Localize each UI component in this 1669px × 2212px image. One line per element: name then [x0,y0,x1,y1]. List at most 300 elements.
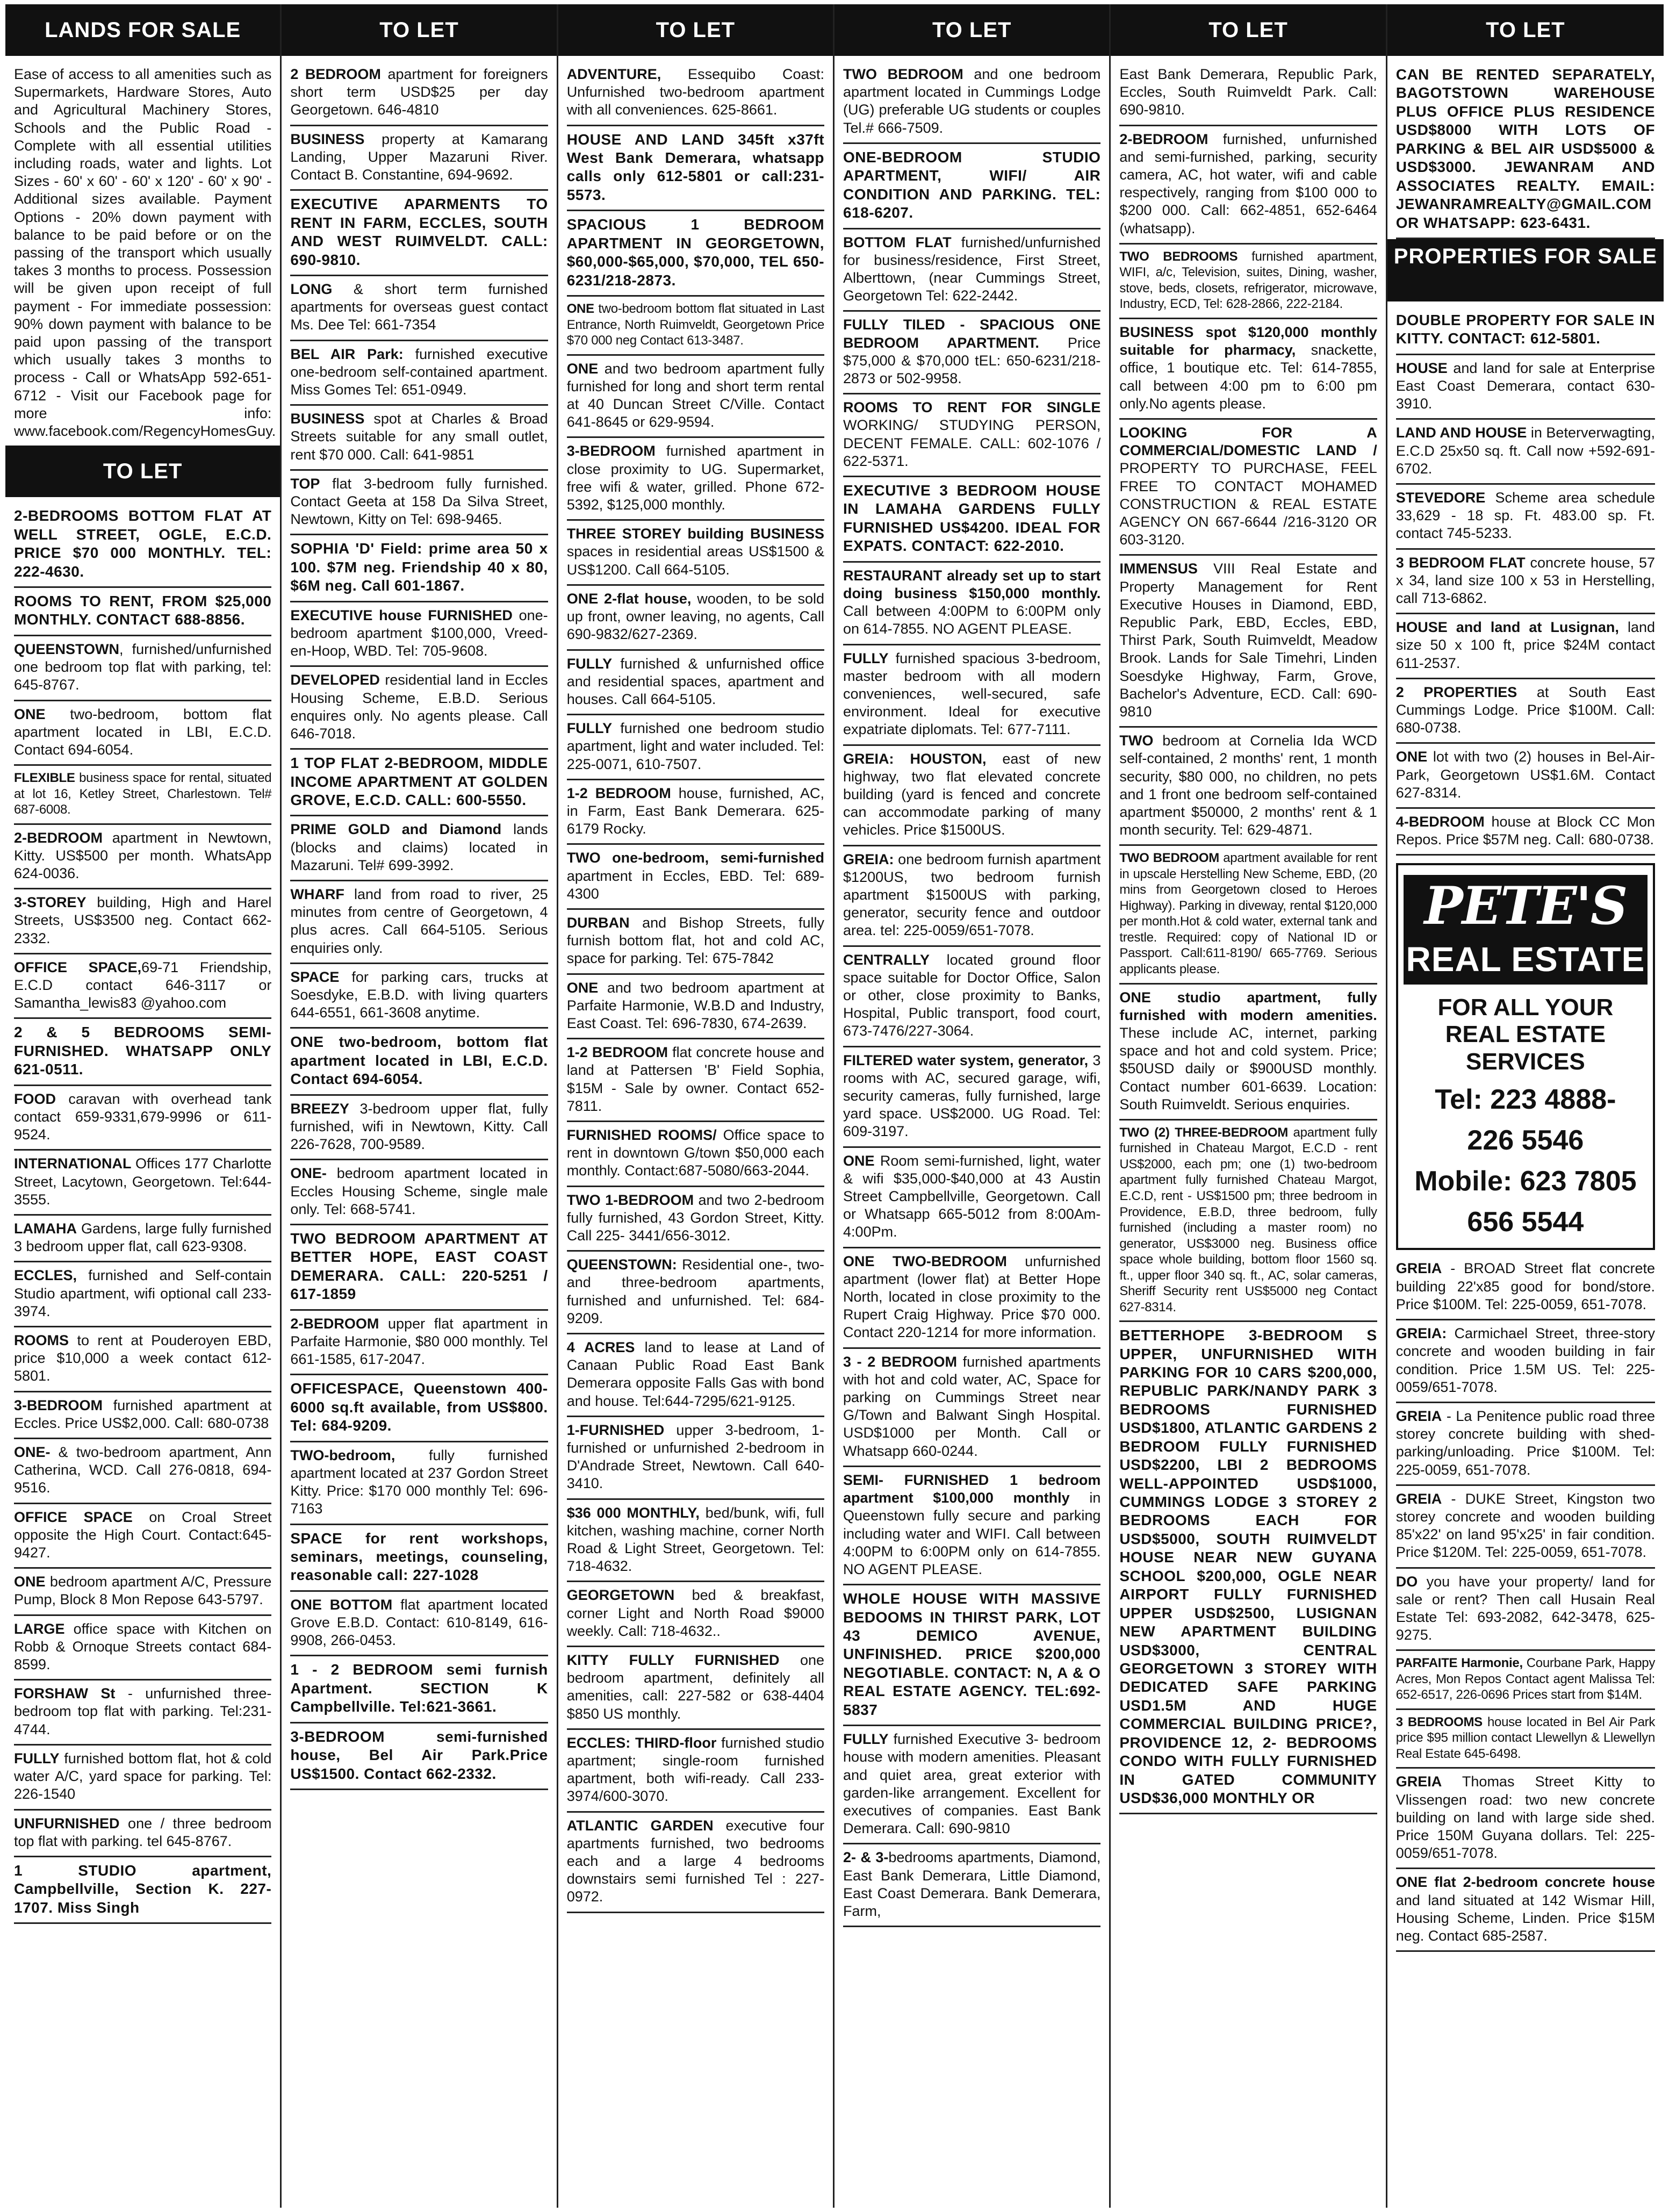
ad-text: and two 2-bedroom fully furnished, 43 Gordon Street, Kitty. Call 225- 3441/656-3012. [566,1191,825,1244]
ad-lead: BUSINESS [290,131,365,147]
classified-ad [843,312,1100,394]
ad-text: upper 3-bedroom, 1-furnished or unfurnished 2-bedroom in D'Andrade Street, Newtown. Call 640-3410. [566,1421,825,1492]
ad-lead: OFFICE SPACE [14,1509,133,1525]
ad-lead: 3 - 2 BEDROOM [843,1353,957,1370]
ad-text: you have your property/ land for sale or rent? Then call Husain Real Estate Tel: 693-2082, 642-3478, 625-9275. [1395,1573,1656,1643]
classified-ad [567,1122,824,1187]
ad-text: 3-bedroom upper flat, fully furnished, wifi in Newtown, Kitty. Call 226-7628, 700-9589. [290,1100,548,1153]
ad-text: furnished Executive 3- bedroom house with modern amenities. Pleasant and quiet area, great exterior with garden-like arrangement. Excellent for executives of companies. East Bank Demerara. Call: 690-9810 [843,1731,1101,1837]
classified-ad [290,1225,548,1311]
classified-ad [567,1647,824,1730]
ad-text: on Croal Street opposite the High Court. Contact:645-9427. [14,1509,272,1561]
classified-ad [14,1019,271,1086]
classified-ad [14,1746,271,1811]
classified-ad [567,586,824,651]
classified-ad [290,881,548,964]
classified-ad [567,845,824,910]
ad-lead: SEMI- FURNISHED 1 bedroom apartment $100,000 monthly [843,1471,1101,1506]
classified-ad [1119,61,1377,126]
ad-lead: EXECUTIVE APARMENTS TO RENT IN FARM, ECCLES, SOUTH AND WEST RUIMVELDT. CALL: 690-9810. [290,196,548,268]
ad-lead: ONE- [14,1444,51,1461]
ad-text: These include AC, internet, parking space and hot and cold system. Price; $50USD daily or $900USD monthly. Contact number 601-6639. Location: South Ruimveldt. Serious enquiries. [1119,1024,1377,1112]
ad-text: furnished spacious 3-bedroom, master bedroom with all modern conveniences, well-secured, safe environment. Ideal for executive expatriate diplomats. Tel: 677-7111. [843,650,1101,738]
classified-ad [290,1723,548,1790]
ad-lead: 3 BEDROOMS [1395,1714,1483,1729]
ad-lead: INTERNATIONAL [14,1155,132,1172]
logo-name: PETE'S [1424,875,1627,936]
ad-lead: GEORGETOWN [566,1587,675,1604]
ad-lead: 3 BEDROOM FLAT [1395,554,1526,571]
ad-lead: TWO BEDROOM [1119,851,1219,866]
ad-lead: HOUSE [1395,360,1448,376]
classified-ad [290,1442,548,1525]
classified-ad [567,126,824,212]
ad-text: and one bedroom apartment located in Cummings Lodge (UG) preferable UG students or couples Tel.# 666-7509. [843,66,1101,136]
classified-ad [1119,245,1377,319]
ad-lead: ONE [566,979,599,996]
ad-lead: FULLY TILED - SPACIOUS ONE BEDROOM APARTMENT. [843,317,1101,351]
classified-ad [14,502,271,588]
ad-lead: ADVENTURE, [566,66,661,82]
classified-ad [843,1844,1100,1927]
ad-lead: PRIME GOLD and Diamond [290,821,502,838]
ad-lead: ECCLES, [14,1267,77,1284]
classified-ad [290,1656,548,1723]
classified-ad [843,1726,1100,1844]
classified-ad [843,477,1100,563]
ad-lead: ROOMS TO RENT, FROM $25,000 MONTHLY. CONTACT 688-8856. [14,593,272,628]
ad-lead: FULLY [566,655,613,672]
ad-text: one bedroom apartment, definitely all amenities, call: 227-582 or 638-4404 $850 US monthly. [566,1652,825,1722]
ad-lead: TWO BEDROOM [843,66,963,82]
ad-text: Courbane Park, Happy Acres, Mon Repos Contact agent Malissa Tel: 652-6517, 226-0696 Prices start from $14M. [1395,1656,1656,1703]
ad-text: snackette, office, 1 boutique etc. Tel: 614-7855, call between 4:00 pm to 6:00 pm only.No agents please. [1119,342,1377,412]
ad-lead: IMMENSUS [1119,561,1198,577]
ad-text: bedrooms apartments, Diamond, East Bank Demerara, Little Diamond, East Coast Demerara. Bank Demerara, Farm, [843,1849,1101,1919]
ad-text: and two bedroom apartment at Parfaite Harmonie, W.B.D and Industry, East Coast. Tel: 696-7830, 674-2639. [566,979,825,1031]
classified-ad [567,356,824,439]
classified-ad [567,1334,824,1417]
column-5 [1111,4,1387,2208]
ad-text: Room semi-furnished, light, water & wifi $35,000-$40,000 at 43 Austin Street Campbellville, Georgetown. Call or Whatsapp 665-5012 from 8:00Am-4:00Pm. [843,1152,1101,1240]
classified-ad [567,1417,824,1500]
ad-text: house, furnished, AC, in Farm, East Bank Demerara. 625-6179 Rocky. [566,785,825,837]
logo-tagline: FOR ALL YOUR REAL ESTATE SERVICES [1437,994,1614,1075]
ad-lead: DOUBLE PROPERTY FOR SALE IN KITTY. CONTACT: 612-5801. [1395,311,1656,347]
ad-lead: ROOMS TO RENT FOR SINGLE [843,399,1101,416]
classified-ad [843,1349,1100,1467]
classified-ad [843,394,1100,477]
classified-ad [14,1811,271,1857]
logo-phone-line: 226 5546 [1467,1125,1584,1157]
ad-lead: FULLY [843,1731,889,1748]
ad-text: Essequibo Coast: Unfurnished two-bedroom apartment with all conveniences. 625-8661. [566,66,825,118]
ad-lead: SPACE for rent workshops, seminars, meetings, counseling, reasonable call: 227-1028 [290,1529,548,1584]
ad-text: caravan with overhead tank contact 659-9331,679-9996 or 611-9524. [14,1090,272,1143]
ad-text: land to lease at Land of Canaan Public Road East Bank Demerara opposite Falls Gas with bond and house. Tel:644-7295/621-9125. [566,1339,825,1409]
classified-ad [290,1375,548,1442]
classified-ad [1119,319,1377,420]
ad-text: PROPERTY TO PURCHASE, FEEL FREE TO CONTACT MOHAMED CONSTRUCTION & REAL ESTATE AGENCY ON 667-6644 /216-3120 OR 603-3120. [1119,460,1377,548]
ad-text: and two bedroom apartment fully furnished for long and short term rental at 40 Duncan Street C/Ville. Contact 641-8645 or 629-9594. [566,360,825,430]
ad-text: & two-bedroom apartment, Ann Catherina, WCD. Call 276-0818, 694-9516. [14,1444,272,1496]
ad-text: Ease of access to all amenities such as Supermarkets, Hardware Stores, Auto and Agricultural Machinery Stores, Schools and the Public Road - Complete with all essential utilities including roads, water and lights. Lot Sizes - 60' x 60' - 60' x 120' - 60' x 90' - Additional sizes available. Payment Options - 20% down payment with balance to be paid before or on the passing of the transport which usually takes 3 months to process. Possession will be given upon receipt of full payment - For immediate possession: 90% down payment with balance to be paid upon passing of the transport which usually takes 3 months to process - Call or WhatsApp 592-651-6712 - Visit our Facebook page for more info: www.facebook.com/RegencyHomesGuy. [14,66,276,440]
ad-lead: FOOD [14,1090,56,1107]
ad-lead: ONE- [290,1165,327,1182]
classified-ad [567,975,824,1040]
section-header: TO LET [1111,4,1385,56]
classified-ad [290,1160,548,1225]
ad-lead: 2-BEDROOM [1119,131,1208,147]
classified-ad [14,954,271,1019]
ad-text: furnished, unfurnished and semi-furnished, parking, security camera, AC, hot water, wifi and cable respectively, ranging from $100 000 to $200 000. Call: 662-4851, 652-6464 (whatsapp). [1119,131,1377,236]
classified-ad [843,1585,1100,1726]
ad-text: bedroom at Cornelia Ida WCD self-contained, 2 months' rent, 1 month security, $80 000, no children, no pets and 1 front one bedroom self-contained apartment $50000, 2 months' rent & 1 month security. Tel: 629-4871. [1119,732,1377,838]
ad-lead: BETTERHOPE 3-BEDROOM S UPPER, UNFURNISHED WITH PARKING FOR 10 CARS $200,000, REPUBLIC PARK/NANDY PARK 3 BEDROOMS FURNISHED USD$1800, ATLANTIC GARDENS 2 BEDROOM FULLY FURNISHED USD$2200, LBI 2 BEDROOMS WELL-APPOINTED USD$1000, CUMMINGS LODGE 3 STOREY 2 BEDROOMS EACH FOR USD$5000, SOUTH RUIMVELDT HOUSE NEAR NEW GUYANA SCHOOL $200,000, OGLE NEAR AIRPORT FULLY FURNISHED UPPER USD$2500, LUSIGNAN NEW APARTMENT BUILDING USD$3000, CENTRAL GEORGETOWN 3 STOREY WITH DEDICATED SAFE PARKING USD1.5M AND HUGE COMMERCIAL BUILDING PRICE?, PROVIDENCE 12, 2- BEDROOMS CONDO WITH FULLY FURNISHED IN GATED COMMUNITY USD$36,000 MONTHLY OR [1119,1327,1377,1807]
ad-lead: 3-BEDROOM semi-furnished house, Bel Air Park.Price US$1500. Contact 662-2332. [290,1728,548,1782]
classified-ad [14,1216,271,1262]
ad-lead: LAMAHA [14,1220,77,1237]
ad-lead: DURBAN [566,914,630,931]
ad-lead: GREIA [1395,1407,1442,1424]
ad-text: lot with two (2) houses in Bel-Air-Park, Georgetown US$1.6M. Contact 627-8314. [1395,749,1656,801]
classified-ad [843,846,1100,947]
section-header: TO LET [558,4,833,56]
ad-text: furnished studio apartment; single-room furnished apartment, both wifi-ready. Call 233-3974/600-3070. [566,1734,825,1805]
ad-lead: OFFICE SPACE, [14,959,142,975]
classified-ad [1396,1569,1655,1651]
ad-lead: RESTAURANT already set up to start doing business $150,000 monthly. [843,567,1101,601]
ad-lead: OFFICESPACE, Queenstown 400-6000 sq.ft available, from US$800. Tel: 684-9209. [290,1380,548,1434]
ad-text: land size 50 x 100 ft, price $24M contact 611-2537. [1395,619,1656,671]
logo-phone-line: Tel: 223 4888- [1435,1084,1616,1116]
ad-text: located ground floor space suitable for Doctor Office, Salon or other, close proximity to Banks, Hospital, Public transport, food court, 673-7476/227-3064. [843,951,1101,1039]
column-4 [834,4,1111,2208]
ad-lead: TWO BEDROOMS [1119,249,1238,264]
ad-lead: GREIA: [843,851,894,867]
ad-text: lands (blocks and claims) located in Mazaruni. Tel# 699-3992. [290,821,548,873]
ad-text: fully furnished apartment located at 237 Gordon Street Kitty. Price: $170 000 monthly Tel: 696-7163 [290,1447,548,1517]
classified-ad [1119,420,1377,556]
ad-lead: CAN BE RENTED SEPARATELY, BAGOTSTOWN WAREHOUSE PLUS OFFICE PLUS RESIDENCE USD$8000 WITH LOTS OF PARKING & BEL AIR USD$5000 & USD$3000. JEWANRAM AND ASSOCIATES REALTY. EMAIL: JEWANRAMREALTY@GMAIL.COM OR WHATSAPP: 623-6431. [1395,66,1656,231]
ad-text: in Queenstown fully secure and parking including water and WIFI. Call between 4:00PM to 6:00PM only on 614-7855. NO AGENT PLEASE. [843,1490,1101,1577]
ad-text: apartment in Eccles, EBD. Tel: 689-4300 [566,867,825,902]
classified-ad [843,645,1100,746]
ad-lead: FURNISHED ROOMS/ [566,1126,717,1143]
classified-ad [1396,1320,1655,1403]
ad-lead: 3-BEDROOM [14,1397,103,1413]
classified-ad [567,521,824,586]
ad-text: 69-71 Friendship, E.C.D contact 646-3117 or Samantha_lewis83 @yahoo.com [14,959,272,1011]
ad-lead: 2-BEDROOMS BOTTOM FLAT AT WELL STREET, OGLE, E.C.D. PRICE $70 000 MONTHLY. TEL: 222-4630. [14,507,272,580]
classified-ad [14,1504,271,1569]
ad-text: Gardens, large fully furnished 3 bedroom upper flat, call 623-9308. [14,1220,272,1255]
classified-ad [290,61,548,126]
classified-ad [843,746,1100,846]
ad-text: - DUKE Street, Kingston two storey concrete and wooden building 85'x22' on land 95'x25' in fair condition. Price $120M. Tel: 225-0059, 651-7078. [1395,1490,1656,1561]
ad-lead: LONG [290,281,333,297]
ad-lead: QUEENSTOWN: [566,1256,677,1273]
classified-ad [290,126,548,191]
ad-lead: ONE [566,301,594,317]
ad-lead: BUSINESS spot $120,000 monthly suitable for pharmacy, [1119,324,1377,358]
section-header: TO LET [282,4,556,56]
classified-ad [1396,679,1655,744]
ad-lead: ONE [14,706,46,722]
logo-phone-line: Mobile: 623 7805 [1414,1165,1637,1197]
ad-text: furnished apartments with hot and cold water, AC, Space for parking on Cummings Street near G/Town and Balwant Singh Hospital. USD$1000 per Month. Call or Whatsapp 660-0244. [843,1353,1101,1459]
ad-lead: BEL AIR Park: [290,346,404,362]
classified-ad [290,406,548,471]
ad-text: concrete house, 57 x 34, land size 100 x 53 in Herstelling, call 713-6862. [1395,554,1656,607]
classified-ad [567,1252,824,1334]
ad-lead: EXECUTIVE house FURNISHED [290,607,513,623]
ad-lead: ONE BOTTOM [290,1596,393,1613]
classified-ad [843,563,1100,645]
ad-lead: 2 BEDROOM [290,66,381,82]
ad-text: flat apartment located Grove E.B.D. Contact: 610-8149, 616-9908, 266-0453. [290,1596,548,1649]
classified-ad [843,61,1100,144]
ad-text: in Beterverwagting, E.C.D 25x50 sq. ft. Call now +592-691-6702. [1395,425,1656,477]
ad-text: , furnished/unfurnished one bedroom top flat with parking, tel: 645-8767. [14,641,272,693]
ad-text: land from road to river, 25 minutes from centre of Georgetown, 4 plus acres. Call 664-5105. Serious enquiries only. [290,886,548,956]
classified-ad [1119,1121,1377,1322]
classified-ad [1119,985,1377,1121]
ad-lead: PARFAITE Harmonie, [1395,1656,1523,1671]
ad-lead: 3-STOREY [14,894,87,911]
classified-ad [14,588,271,636]
ad-text: Offices 177 Charlotte Street, Lacytown, Georgetown. Tel:644-3555. [14,1155,272,1208]
ad-text: apartment for foreigners short term USD$25 per day Georgetown. 646-4810 [290,66,548,118]
ad-lead: GREIA [1395,1260,1442,1277]
ad-lead: ROOMS [14,1332,69,1349]
section-header: TO LET [1387,4,1664,56]
classified-ad [567,61,824,126]
column-1 [5,4,282,2208]
ad-text: furnished bottom flat, hot & cold water A/C, yard space for parking. Tel: 226-1540 [14,1750,272,1802]
classified-ad [1396,485,1655,550]
classified-ad [843,947,1100,1047]
classified-ad [1119,556,1377,728]
classified-ad [14,889,271,954]
ad-lead: GREIA [1395,1490,1442,1507]
classified-ad [843,229,1100,312]
ad-text: bed/bunk, wifi, full kitchen, washing machine, corner North Road & Light Street, Georgetown. Tel: 718-4632. [566,1504,825,1575]
ad-text: flat concrete house and land at Pattersen 'B' Field Sophia, $15M - Sale by owner. Contact 652-7811. [566,1044,825,1114]
ad-lead: FULLY [14,1750,60,1766]
ad-lead: LAND AND HOUSE [1395,425,1527,441]
ad-lead: WHARF [290,886,344,903]
ad-text: furnished apartment in close proximity to UG. Supermarket, free wifi & water, grilled. Phone 672-5392, $125,000 monthly. [566,443,825,513]
petes-logo [1404,875,1648,984]
ad-text: apartment available for rent in upscale Herstelling New Scheme, EBD, (20 mins from Georgetown closed to Heroes Highway). Parking in diveway, rental $120,000 per month.Hot & cold water, external tank and trestle. Required: copy of National ID or Passport. Call:611-8190/ 665-7769. Serious applicants please. [1119,851,1377,976]
ad-text: Office space to rent in downtown G/town $50,000 each monthly. Contact:687-5080/663-2044. [566,1126,825,1179]
ad-text: and Bishop Streets, fully furnish bottom flat, hot and cold AC, space for parking. Tel: 675-7842 [566,914,825,967]
classified-ad [1396,809,1655,856]
ad-lead: ONE-BEDROOM STUDIO APARTMENT, WIFI/ AIR CONDITION AND PARKING. TEL: 618-6207. [843,148,1101,221]
classified-ad [14,1439,271,1504]
ad-text: two-bedroom, bottom flat apartment located in LBI, E.C.D. Contact 694-6054. [14,706,272,758]
ad-text: 3 rooms with AC, secured garage, wifi, security cameras, fully furnished, large yard space. US$2000. UG Road. Tel: 609-3197. [843,1052,1101,1140]
classified-ad [567,211,824,297]
classified-ad [14,766,271,825]
logo-subtitle: REAL ESTATE [1406,940,1645,979]
section-header: PROPERTIES FOR SALE [1387,239,1664,301]
section-header: LANDS FOR SALE [5,4,280,56]
ad-lead: GREIA: [1395,1325,1447,1342]
ad-lead: 4-BEDROOM [1395,814,1485,830]
ad-text: Thomas Street Kitty to Vlissengen road: two new concrete building on land with large side shed. Price 150M Guyana dollars. Tel: 225-0059/651-7078. [1395,1773,1656,1862]
classified-ad [14,61,276,446]
ad-text: Residential one-, two- and three-bedroom apartments, furnished and unfurnished. Tel: 684-9209. [566,1256,825,1326]
ad-lead: 2 & 5 BEDROOMS SEMI-FURNISHED. WHATSAPP ONLY 621-0511. [14,1024,272,1078]
classified-ad [567,1582,824,1647]
ad-text: for parking cars, trucks at Soesdyke, E.B.D. with living quarters 644-6551, 661-3608 anytime. [290,968,548,1021]
classified-ad [290,191,548,276]
ad-text: house at Block CC Mon Repos. Price $57M neg. Call: 680-0738. [1395,814,1656,848]
ad-lead: SOPHIA 'D' Field: prime area 50 x 100. $7M neg. Friendship 40 x 80, $6M neg. Call 601-1867. [290,540,548,594]
ad-lead: ONE flat 2-bedroom concrete house [1395,1874,1656,1891]
classified-ad [567,651,824,716]
ad-text: flat 3-bedroom fully furnished. Contact Geeta at 158 Da Silva Street, Newtown, Kitty on Tel: 698-9465. [290,475,548,528]
ad-text: property at Kamarang Landing, Upper Mazaruni River. Contact B. Constantine, 694-9692. [290,131,548,183]
ad-text: furnished one bedroom studio apartment, light and water included. Tel: 225-0071, 610-7507. [566,720,825,772]
ad-lead: TWO BEDROOM APARTMENT AT BETTER HOPE, EAST COAST DEMERARA. CALL: 220-5251 / 617-1859 [290,1230,548,1303]
classified-ad [567,297,824,356]
ad-text: wooden, to be sold up front, owner leaving, no agents, Call 690-9832/627-2369. [566,590,825,643]
classified-ad [1119,126,1377,245]
ad-lead: BUSINESS [290,411,365,427]
classified-ad [14,1151,271,1216]
ad-text: spaces in residential areas US$1500 & US$1200. Call 664-5105. [566,543,825,578]
classified-ad [290,535,548,602]
ad-text: one bedroom furnish apartment $1200US, two bedroom furnish apartment $1500US with parking, generator, security fence and outdoor area. tel: 225-0059/651-7078. [843,851,1101,939]
ad-lead: CENTRALLY [843,951,930,968]
ad-text: furnished & unfurnished office and residential spaces, apartment and houses. Call 664-5105. [566,655,825,707]
ad-lead: SPACIOUS 1 BEDROOM APARTMENT IN GEORGETOWN, $60,000-$65,000, $70,000, TEL 650-6231/218-2873. [566,216,825,289]
ad-lead: FORSHAW St [14,1685,116,1702]
classified-ad [14,701,271,766]
classified-ad [14,1616,271,1681]
classified-ad [14,1680,271,1746]
ad-text: east of new highway, two flat elevated concrete building (yard is fenced and concrete can accommodate parking of many vehicles. Price $1500US. [843,750,1101,838]
ad-text: at South East Cummings Lodge. Price $100M. Call: 680-0738. [1395,684,1656,736]
ad-text: bedroom apartment located in Eccles Housing Scheme, single male only. Tel: 668-5741. [290,1165,548,1217]
classified-ad [290,964,548,1029]
ad-text: & short term furnished apartments for overseas guest contact Ms. Dee Tel: 661-7354 [290,281,548,333]
classified-ad [1396,355,1655,420]
ad-text: - La Penitence public road three storey concrete building with shed-parking/unloading. Price $100M. Tel: 225-0059, 651-7078. [1395,1407,1656,1478]
ad-text: building, High and Harel Streets, US$3500 neg. Contact 662-2332. [14,894,272,946]
ad-text: furnished apartment, WIFI, a/c, Television, suites, Dining, washer, stove, beds, closets, refrigerator, microwave, Industry, ECD, Tel: 628-2866, 222-2184. [1119,249,1377,312]
classified-ad [1396,1869,1655,1952]
classified-ad [1396,420,1655,485]
ad-lead: LOOKING FOR A COMMERCIAL/DOMESTIC LAND / [1119,424,1377,459]
ad-lead: TWO [1119,732,1154,749]
classified-ad [14,1569,271,1615]
column-3 [558,4,834,2208]
ad-lead: TWO (2) THREE-BEDROOM [1119,1125,1288,1140]
ad-text: bed & breakfast, corner Light and North Road $9000 weekly. Call: 718-4632.. [566,1587,825,1639]
section-header: TO LET [834,4,1109,56]
ad-text: one-bedroom apartment $100,000, Vreed-en-Hoop, WBD. Tel: 705-9608. [290,607,548,659]
classified-ad [567,1039,824,1122]
classified-ad [290,1592,548,1657]
ad-lead: QUEENSTOWN [14,641,120,657]
classified-ad [843,1148,1100,1248]
classified-ad [567,780,824,845]
ad-text: apartment fully furnished in Chateau Margot, E.C.D - rent US$2000, each pm; one (1) two-bedroom apartment fully furnished Chateau Margot, E.C.D, rent - US$1500 pm; three bedroom in Providence, E.B.D, three bedroom, fully furnished (including a master room) no generator, US$3000 neg. Business office space whole building, bottom floor 1560 sq. ft., upper floor 340 sq. ft., AC, solar cameras, Sheriff Security rent US$5000 neg Contact 627-8314. [1119,1125,1377,1315]
ad-text: - unfurnished three-bedroom top flat with parking. Tel:231-4744. [14,1685,272,1737]
ad-text: Carmichael Street, three-story concrete and wooden building in fair condition. Price 1.5M US. Tel: 225-0059/651-7078. [1395,1325,1656,1395]
ad-text: upper flat apartment in Parfaite Harmonie, $80 000 monthly. Tel 661-1585, 617-2047. [290,1315,548,1368]
ad-text: WORKING/ STUDYING PERSON, DECENT FEMALE. CALL: 602-1076 / 622-5371. [843,417,1101,469]
classified-ad [1396,1769,1655,1869]
ad-lead: ONE two-bedroom, bottom flat apartment located in LBI, E.C.D. Contact 694-6054. [290,1033,548,1088]
ad-text: office space with Kitchen on Robb & Ornoque Streets contact 684-8599. [14,1620,272,1673]
classified-ad [14,636,271,701]
ad-lead: BREEZY [290,1100,349,1117]
ad-lead: HOUSE and land at Lusignan, [1395,619,1619,636]
ad-text: and land for sale at Enterprise East Coast Demerara, contact 630-3910. [1395,360,1656,412]
ad-lead: $36 000 MONTHLY, [566,1504,700,1521]
ad-lead: WHOLE HOUSE WITH MASSIVE BEDOOMS IN THIRST PARK, LOT 43 DEMICO AVENUE, UNFINISHED. PRICE $200,000 NEGOTIABLE. CONTACT: N, A & O REAL ESTATE AGENCY. TEL:692-5837 [843,1590,1101,1718]
classified-ad [14,825,271,890]
classified-ad [1396,550,1655,615]
ad-lead: BOTTOM FLAT [843,234,952,250]
classified-ad [14,1392,271,1439]
classified-ad [290,1311,548,1376]
classified-ad [843,144,1100,229]
ad-lead: 1 - 2 BEDROOM semi furnish Apartment. SECTION K Campbellville. Tel:621-3661. [290,1661,548,1715]
ad-lead: ECCLES: THIRD-floor [566,1734,717,1751]
classified-ad [567,1187,824,1252]
ad-lead: 1-2 BEDROOM [566,1044,668,1061]
classified-ad [1119,1322,1377,1814]
classified-ad [290,1525,548,1592]
ad-lead: TWO 1-BEDROOM [566,1191,694,1208]
ad-text: furnished and Self-contain Studio apartment, wifi optional call 233-3974. [14,1267,272,1319]
classified-ad [1396,1651,1655,1710]
classified-ad [290,341,548,406]
classified-ad [290,816,548,881]
ad-text: Price $75,000 & $70,000 tEL: 650-6231/218-2873 or 502-9958. [843,334,1101,386]
classified-ad [1396,1255,1655,1320]
classified-ad [290,276,548,341]
classified-ad [567,1813,824,1913]
ad-lead: EXECUTIVE 3 BEDROOM HOUSE IN LAMAHA GARDENS FULLY FURNISHED US$4200. IDEAL FOR EXPATS. CONTACT: 622-2010. [843,482,1101,555]
classified-ad [567,438,824,521]
ad-lead: 2- & 3- [843,1849,889,1866]
ad-text: to rent at Pouderoyen EBD, price $10,000 a week contact 612-5801. [14,1332,272,1384]
logo-phone-line: 656 5544 [1467,1206,1584,1238]
classified-ad [1119,846,1377,984]
ad-lead: TWO one-bedroom, semi-furnished [566,850,825,866]
classified-ad [290,1029,548,1095]
ad-text: furnished executive one-bedroom self-contained apartment. Miss Gomes Tel: 651-0949. [290,346,548,398]
ad-lead: STEVEDORE [1395,490,1486,506]
ad-lead: FULLY [566,720,613,737]
classified-ad [14,1262,271,1327]
classified-ad [567,910,824,975]
classified-ad [1396,1486,1655,1569]
classified-ad [14,1327,271,1392]
ad-lead: 2 PROPERTIES [1395,684,1517,700]
classified-ad [290,471,548,536]
ad-lead: 2-BEDROOM [290,1315,379,1332]
classified-ad [843,1047,1100,1148]
ad-lead: GREIA [1395,1773,1442,1790]
